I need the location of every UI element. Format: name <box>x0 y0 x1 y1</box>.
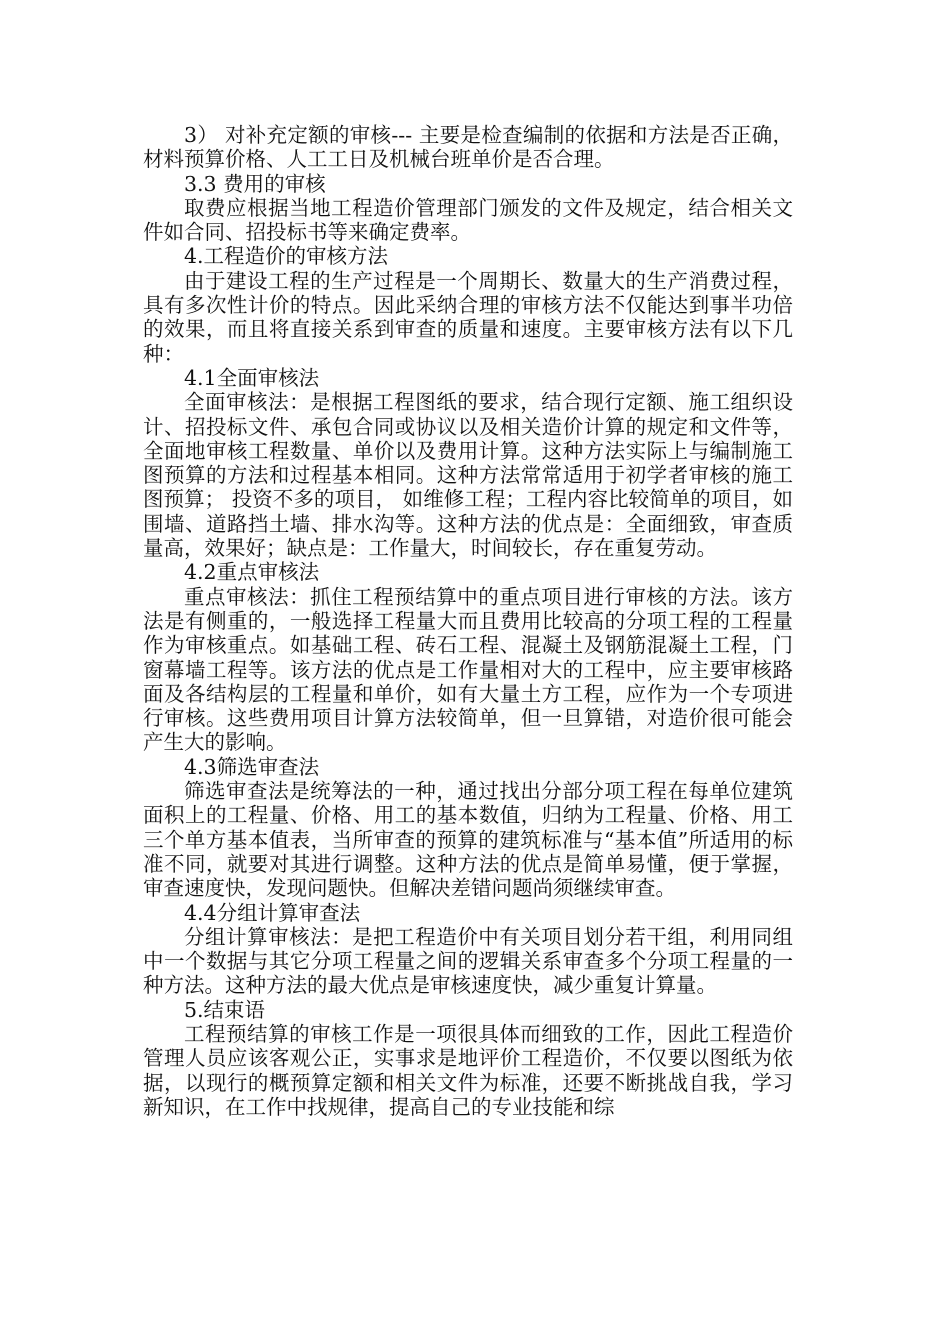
paragraph-full-review: 全面审核法：是根据工程图纸的要求，结合现行定额、施工组织设计、招投标文件、承包合同或协议以及相关造价计算的规定和文件等，全面地审核工程数量、单价以及费用计算。这种方法实际上与编制施工图预算的方法和过程基本相同。这种方法常常适用于初学者审核的施工图预算； 投资不多的项目， 如维修工程；工程内容比较简单的项目，如围墙、道路挡土墙、排水沟等。这种方法的优点是：全面细致，审查质量高，效果好；缺点是：工作量大，时间较长，存在重复劳动。 <box>143 390 793 561</box>
heading-4-2-key-review: 4.2重点审核法 <box>184 560 320 585</box>
paragraph-key-review: 重点审核法：抓住工程预结算中的重点项目进行审核的方法。该方法是有侧重的，一般选择工程量大而且费用比较高的分项工程的工程量作为审核重点。如基础工程、砖石工程、混凝土及钢筋混凝土工程，门窗幕墙工程等。该方法的优点是工作量相对大的工程中，应主要审核路面及各结构层的工程量和单价，如有大量土方工程，应作为一个专项进行审核。这些费用项目计算方法较简单，但一旦算错，对造价很可能会产生大的影响。 <box>143 584 793 755</box>
heading-4-3-screening-review: 4.3筛选审查法 <box>184 754 320 779</box>
heading-4-1-full-review: 4.1全面审核法 <box>184 365 320 390</box>
paragraph-screening-review: 筛选审查法是统筹法的一种，通过找出分部分项工程在每单位建筑面积上的工程量、价格、用工的基本数值，归纳为工程量、价格、用工三个单方基本值表，当所审查的预算的建筑标准与“基本值”所适用的标准不同，就要对其进行调整。这种方法的优点是简单易懂，便于掌握，审查速度快，发现问题快。但解决差错问题尚须继续审查。 <box>143 779 793 901</box>
heading-4-4-group-review: 4.4分组计算审查法 <box>184 900 361 925</box>
paragraph-fee-review: 取费应根据当地工程造价管理部门颁发的文件及规定，结合相关文件如合同、招投标书等来确定费率。 <box>143 195 793 245</box>
paragraph-conclusion: 工程预结算的审核工作是一项很具体而细致的工作，因此工程造价管理人员应该客观公正，实事求是地评价工程造价，不仅要以图纸为依据，以现行的概预算定额和相关文件为标准，还要不断挑战自我，学习新知识，在工作中找规律，提高自己的专业技能和综 <box>143 1021 793 1119</box>
paragraph-group-review: 分组计算审核法：是把工程造价中有关项目划分若干组，利用同组中一个数据与其它分项工程量之间的逻辑关系审查多个分项工程量的一种方法。这种方法的最大优点是审核速度快，减少重复计算量。 <box>143 924 793 998</box>
heading-5-conclusion: 5.结束语 <box>184 997 266 1022</box>
paragraph-supplementary-quota-review: 3） 对补充定额的审核--- 主要是检查编制的依据和方法是否正确，材料预算价格、人工工日及机械台班单价是否合理。 <box>143 123 793 172</box>
document-page <box>143 123 793 1119</box>
paragraph-review-methods-intro: 由于建设工程的生产过程是一个周期长、数量大的生产消费过程，具有多次性计价的特点。因此采纳合理的审核方法不仅能达到事半功倍的效果，而且将直接关系到审查的质量和速度。主要审核方法有以下几种： <box>143 268 793 366</box>
heading-4-review-methods: 4.工程造价的审核方法 <box>184 244 389 269</box>
heading-3-3-fee-review: 3.3 费用的审核 <box>184 171 326 196</box>
